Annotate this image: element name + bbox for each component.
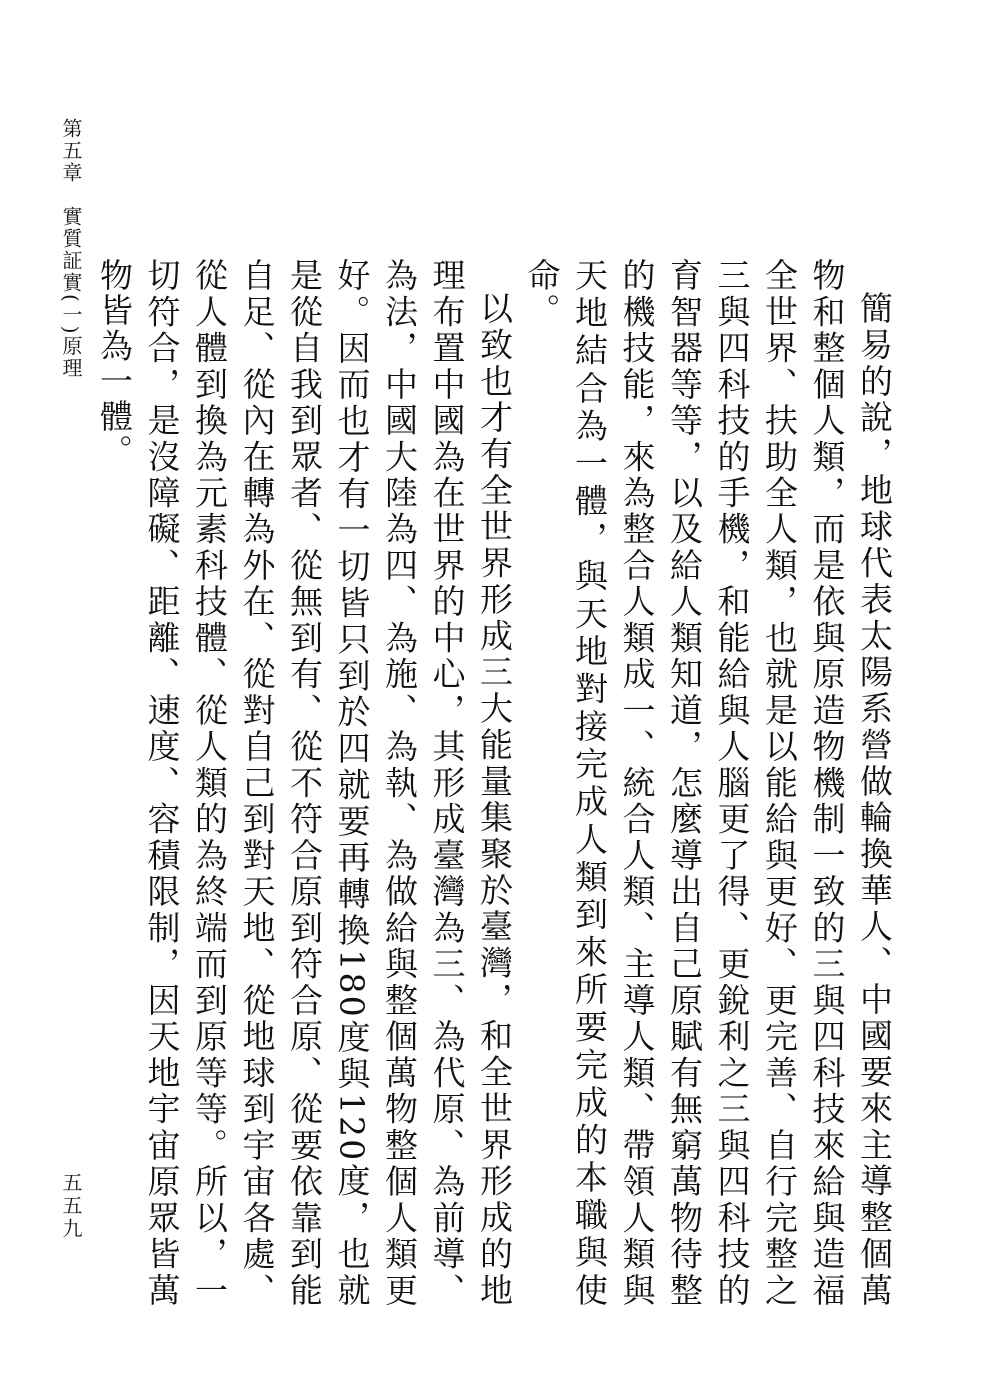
chapter-title: 實質証實(一)原理 (59, 206, 83, 380)
chapter-label: 第五章 (59, 118, 83, 184)
page-number: 五五九 (59, 1172, 83, 1241)
paragraph-1: 簡易的說，地球代表太陽系營做輪換華人、中國要來主導整個萬物和整個人類，而是依與原造物機制一致的三與四科技來給與造福全世界、扶助全人類，也就是以能給與更好、更完善、自行完整之三與四科技的手機，和能給與人腦更了得、更銳利之三與四科技的育智器等等，以及給人類知道，怎麼導出自己原賦有無窮萬物待整的機技能，來為整合人類成一、統合人類、主導人類、帶領人類與天地結合為一體，與天地對接完成人類到來所要完成的本職與使命。 (522, 258, 894, 1308)
running-head (60, 118, 82, 380)
body-text (95, 258, 898, 1308)
paragraph-2: 以致也才有全世界形成三大能量集聚於臺灣，和全世界形成的地理布置中國為在世界的中心，其形成臺灣為三、為代原、為前導、為法，中國大陸為四、為施、為執、為做給與整個萬物整個人類更好。因而也才有一切皆只到於四就要再轉換180度與120度，也就是從自我到眾者、從無到有、從不符合原到符合原、從要依靠到能自足、從內在轉為外在、從對自己到對天地、從地球到宇宙各處、從人體到換為元素科技體、從人類的為終端而到原等等。所以，一切符合，是沒障礙、距離、速度、容積限制，因天地宇宙原眾皆萬物皆為一體。 (95, 258, 514, 1308)
